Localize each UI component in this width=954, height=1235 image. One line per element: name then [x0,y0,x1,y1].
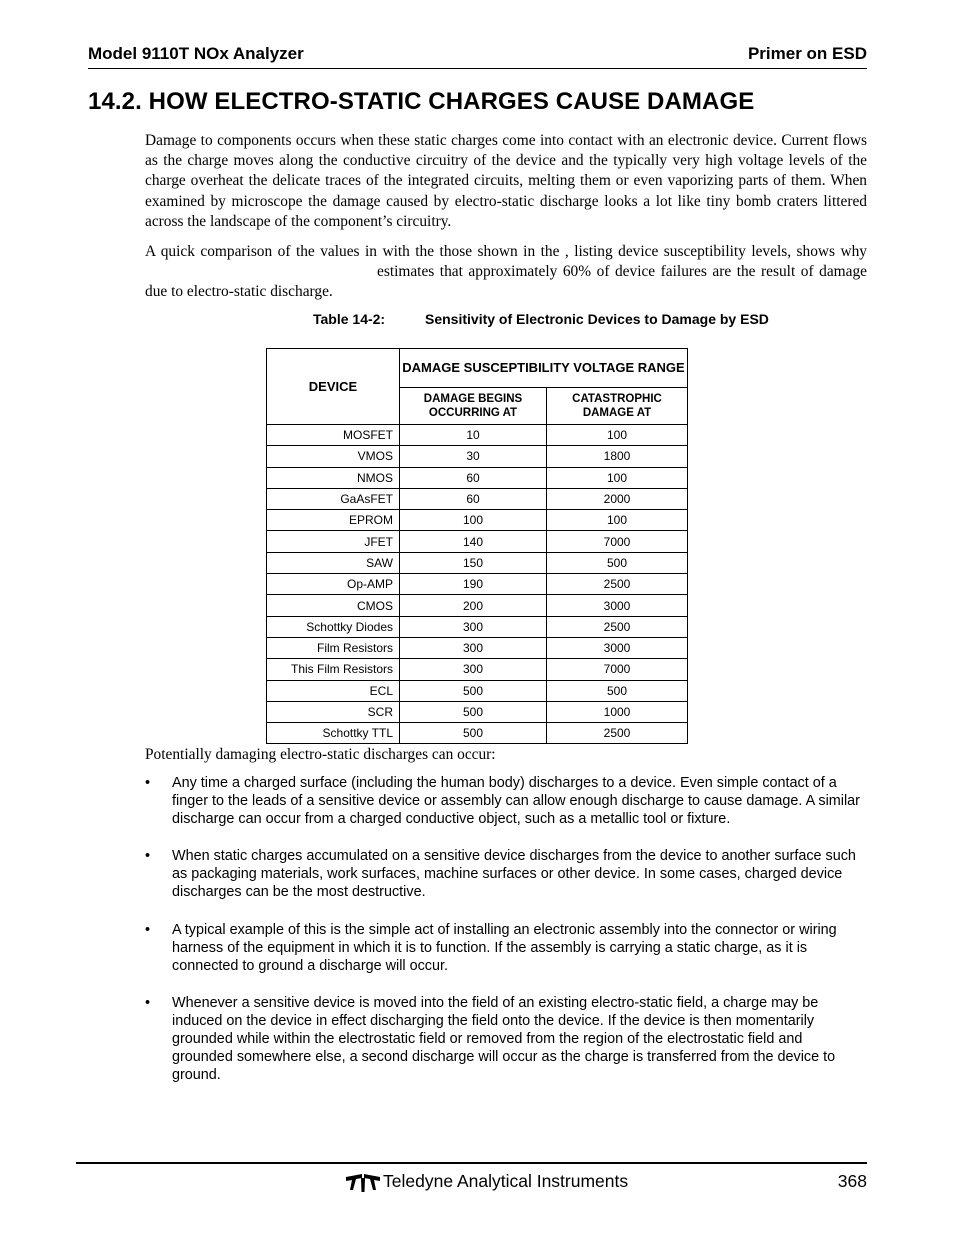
table-caption [313,311,769,327]
table-row [267,467,688,488]
running-header [88,44,867,69]
device-cell: Op-AMP [267,574,400,595]
device-cell: JFET [267,531,400,552]
table-row [267,574,688,595]
damage-begins-cell: 10 [400,425,547,446]
damage-begins-cell: 300 [400,637,547,658]
catastrophic-cell: 100 [547,510,688,531]
paragraph-damage-description: Damage to components occurs when these static charges come into contact with an electronic device. Current flows as the charge moves along the conductive circuitry of the device and the typically very high voltage levels of the charge overheat the delicate traces of the integrated circuits, melting them or even vaporizing parts of them. When examined by microscope the damage caused by electro-static discharge looks a lot like tiny bomb craters littered across the landscape of the component’s circuitry. [145,132,867,230]
catastrophic-cell: 7000 [547,531,688,552]
teledyne-logo-icon [345,1172,381,1194]
catastrophic-cell: 1800 [547,446,688,467]
catastrophic-cell: 100 [547,425,688,446]
page-number: 368 [837,1171,867,1191]
list-item [145,921,867,975]
bullet-icon: • [145,848,151,865]
damage-begins-cell: 300 [400,616,547,637]
catastrophic-cell: 2500 [547,723,688,744]
device-cell: MOSFET [267,425,400,446]
list-item-text: Any time a charged surface (including the human body) discharges to a device. Even simple contact of a finger to the leads of a sensitive device or assembly can allow enough discharge to cause damage. A similar discharge can occur from a charged conductive object, such as a metallic tool or fixture. [172,775,860,828]
column-header-device: DEVICE [267,349,400,425]
paragraph-discharge-intro: Potentially damaging electro-static discharges can occur: [145,746,496,763]
device-cell: CMOS [267,595,400,616]
table-row [267,531,688,552]
catastrophic-cell: 1000 [547,701,688,722]
damage-begins-cell: 100 [400,510,547,531]
table-row [267,552,688,573]
device-cell: SCR [267,701,400,722]
table-row [267,510,688,531]
catastrophic-cell: 100 [547,467,688,488]
damage-begins-cell: 30 [400,446,547,467]
list-item [145,774,867,828]
table-row [267,446,688,467]
damage-begins-cell: 500 [400,680,547,701]
paragraph-comparison-part1: A quick comparison of the values in with the those shown in the , listing device susceptibility levels, shows why [145,243,867,260]
damage-begins-cell: 500 [400,723,547,744]
table-row [267,637,688,658]
bullet-icon: • [145,994,151,1011]
discharge-scenarios-list [145,774,867,1103]
table-row [267,595,688,616]
paragraph-comparison [145,242,867,303]
device-cell: SAW [267,552,400,573]
device-cell: Film Resistors [267,637,400,658]
table-body [267,425,688,744]
damage-begins-cell: 190 [400,574,547,595]
section-title: 14.2. HOW ELECTRO-STATIC CHARGES CAUSE DAMAGE [88,88,755,115]
esd-sensitivity-table [266,348,688,744]
list-item-text: A typical example of this is the simple act of installing an electronic assembly into the connector or wiring harness of the equipment in which it is to function. If the assembly is carrying a static charge, as it is connected to ground a discharge will occur. [172,921,837,974]
device-cell: Schottky Diodes [267,616,400,637]
table-caption-text: Sensitivity of Electronic Devices to Damage by ESD [425,311,769,327]
catastrophic-cell: 7000 [547,659,688,680]
table-row [267,701,688,722]
damage-begins-cell: 150 [400,552,547,573]
header-model-title: Model 9110T NOx Analyzer [88,44,304,63]
catastrophic-cell: 2500 [547,574,688,595]
damage-begins-cell: 60 [400,488,547,509]
damage-begins-cell: 300 [400,659,547,680]
device-cell: Schottky TTL [267,723,400,744]
list-item [145,994,867,1084]
column-header-damage-begins: DAMAGE BEGINS OCCURRING AT [400,387,547,425]
list-item-text: Whenever a sensitive device is moved into the field of an existing electro-static field, a charge may be induced on the device in effect discharging the field onto the device. If the device is then momentarily grounded while within the electrostatic field or removed from the region of the electrostatic field and grounded somewhere else, a second discharge will occur as the charge is transferred from the device to ground. [172,994,836,1084]
table-row [267,488,688,509]
damage-begins-cell: 140 [400,531,547,552]
damage-begins-cell: 200 [400,595,547,616]
catastrophic-cell: 500 [547,680,688,701]
table-row [267,616,688,637]
device-cell: NMOS [267,467,400,488]
catastrophic-cell: 2000 [547,488,688,509]
device-cell: GaAsFET [267,488,400,509]
catastrophic-cell: 2500 [547,616,688,637]
device-cell: VMOS [267,446,400,467]
paragraph-comparison-part2: estimates that approximately 60% of device failures are the result of damage due to electro-static discharge. [145,263,867,301]
bullet-icon: • [145,775,151,791]
list-item-text: When static charges accumulated on a sensitive device discharges from the device to another surface such as packaging materials, work surfaces, machine surfaces or other device. In some cases, charged device discharges can be the most destructive. [172,848,856,901]
device-cell: EPROM [267,510,400,531]
table-row [267,659,688,680]
device-cell: ECL [267,680,400,701]
damage-begins-cell: 60 [400,467,547,488]
column-header-voltage-range: DAMAGE SUSCEPTIBILITY VOLTAGE RANGE [400,349,688,388]
table-row [267,723,688,744]
column-header-catastrophic: CATASTROPHIC DAMAGE AT [547,387,688,425]
list-item [145,847,867,901]
device-cell: This Film Resistors [267,659,400,680]
catastrophic-cell: 3000 [547,595,688,616]
table-caption-number: Table 14-2: [313,311,386,327]
catastrophic-cell: 3000 [547,637,688,658]
table-row [267,425,688,446]
footer-company-name: Teledyne Analytical Instruments [383,1171,629,1191]
page-footer [76,1162,867,1204]
table-row [267,680,688,701]
catastrophic-cell: 500 [547,552,688,573]
bullet-icon: • [145,921,151,938]
damage-begins-cell: 500 [400,701,547,722]
header-chapter-title: Primer on ESD [747,44,867,63]
